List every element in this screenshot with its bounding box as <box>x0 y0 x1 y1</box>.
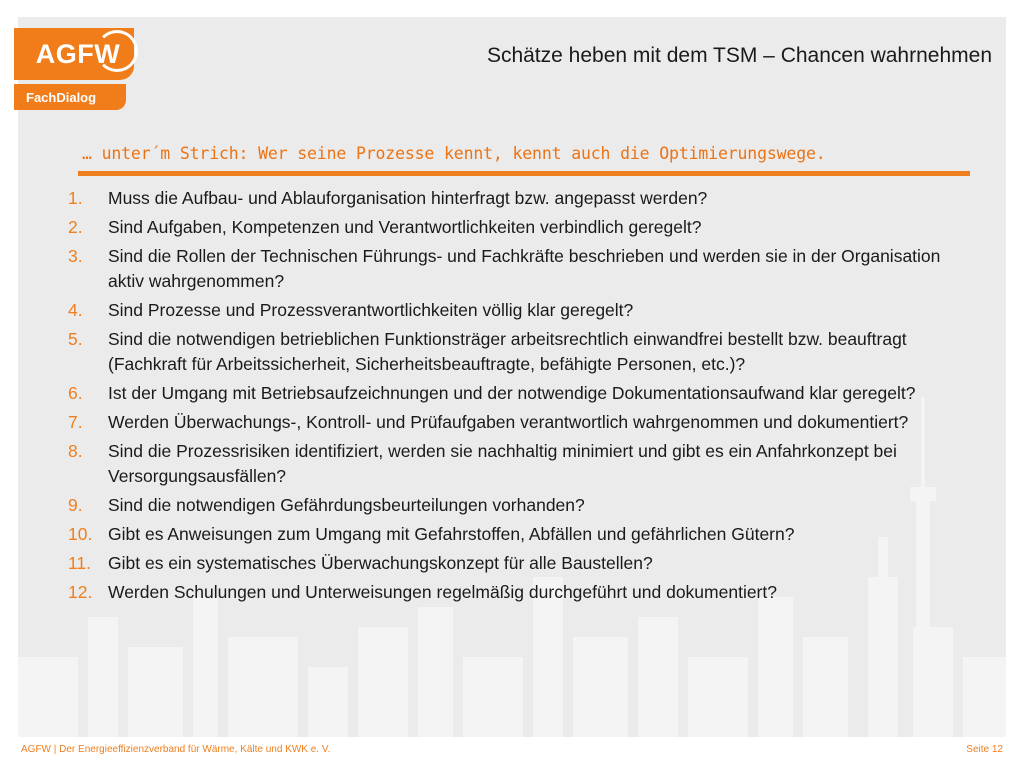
item-number: 8. <box>68 441 83 461</box>
item-text: Muss die Aufbau- und Ablauforganisation hinterfragt bzw. angepasst werden? <box>108 188 708 208</box>
subtitle: … unter´m Strich: Wer seine Prozesse kennt, kennt auch die Optimierungswege. <box>82 144 826 163</box>
item-text: Gibt es Anweisungen zum Umgang mit Gefahrstoffen, Abfällen und gefährlichen Gütern? <box>108 524 795 544</box>
item-text: Sind die Prozessrisiken identifiziert, werden sie nachhaltig minimiert und gibt es ein Anfahrkonzept bei Versorgungsausfällen? <box>108 441 897 486</box>
page-title: Schätze heben mit dem TSM – Chancen wahrnehmen <box>486 44 992 67</box>
item-number: 7. <box>68 412 83 432</box>
item-text: Sind die Rollen der Technischen Führungs- und Fachkräfte beschrieben und werden sie in der Organisation aktiv wahrgenommen? <box>108 246 941 291</box>
list-item <box>68 580 968 605</box>
list-item <box>68 244 968 294</box>
item-number: 11. <box>68 553 92 573</box>
list-item <box>68 186 968 211</box>
footer-page-number: Seite 12 <box>966 744 1003 755</box>
question-list <box>68 186 968 609</box>
item-text: Sind die notwendigen Gefährdungsbeurteilungen vorhanden? <box>108 495 585 515</box>
list-item <box>68 298 968 323</box>
list-item <box>68 439 968 489</box>
item-number: 5. <box>68 329 83 349</box>
list-item <box>68 410 968 435</box>
list-item <box>68 522 968 547</box>
item-text: Werden Überwachungs-, Kontroll- und Prüfaufgaben verantwortlich wahrgenommen und dokumentiert? <box>108 412 909 432</box>
item-text: Sind die notwendigen betrieblichen Funktionsträger arbeitsrechtlich einwandfrei bestellt bzw. beauftragt (Fachkraft für Arbeitssicherheit, Sicherheitsbeauftragte, befähigte Personen, etc.)? <box>108 329 907 374</box>
item-number: 9. <box>68 495 83 515</box>
item-text: Ist der Umgang mit Betriebsaufzeichnungen und der notwendige Dokumentationsaufwand klar geregelt? <box>108 383 916 403</box>
item-number: 4. <box>68 300 83 320</box>
item-number: 6. <box>68 383 83 403</box>
item-text: Werden Schulungen und Unterweisungen regelmäßig durchgeführt und dokumentiert? <box>108 582 777 602</box>
logo-text: AGFW <box>35 38 121 69</box>
footer-organization: AGFW | Der Energieeffizienzverband für Wärme, Kälte und KWK e. V. <box>21 744 331 755</box>
list-item <box>68 381 968 406</box>
item-text: Gibt es ein systematisches Überwachungskonzept für alle Baustellen? <box>108 553 653 573</box>
logo-ring-icon <box>96 30 138 72</box>
item-number: 3. <box>68 246 83 266</box>
item-text: Sind Prozesse und Prozessverantwortlichkeiten völlig klar geregelt? <box>108 300 634 320</box>
list-item <box>68 327 968 377</box>
list-item <box>68 493 968 518</box>
list-item <box>68 215 968 240</box>
item-number: 2. <box>68 217 83 237</box>
fachdialog-badge: FachDialog <box>14 84 126 110</box>
item-number: 12. <box>68 582 93 602</box>
subtitle-divider <box>78 171 970 176</box>
item-number: 1. <box>68 188 83 208</box>
item-text: Sind Aufgaben, Kompetenzen und Verantwortlichkeiten verbindlich geregelt? <box>108 217 702 237</box>
item-number: 10. <box>68 524 93 544</box>
list-item <box>68 551 968 576</box>
